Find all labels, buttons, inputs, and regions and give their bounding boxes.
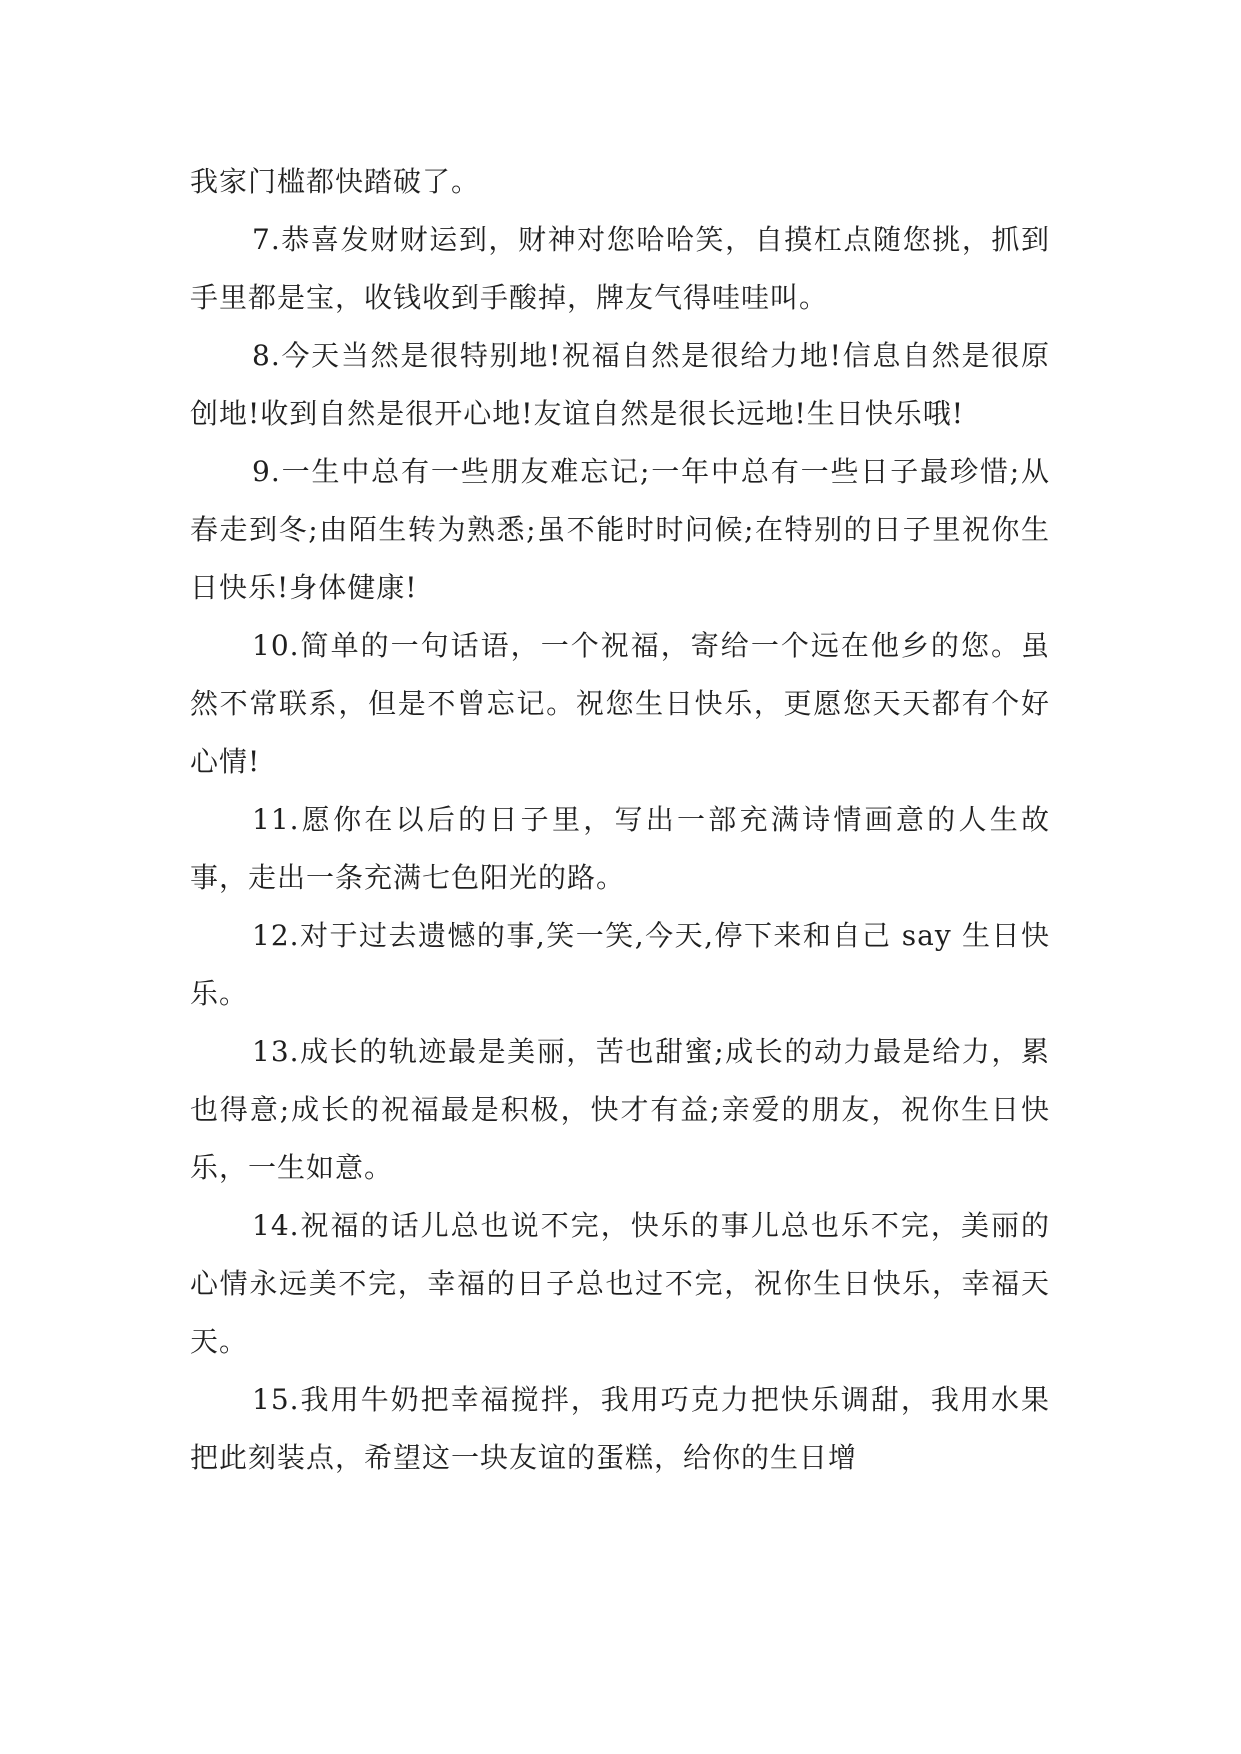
paragraph-continuation: 我家门槛都快踏破了。: [190, 165, 481, 198]
document-page: [190, 153, 1050, 1487]
paragraph-item-12: 12.对于过去遗憾的事,笑一笑,今天,停下来和自己 say 生日快乐。: [190, 919, 1050, 1010]
paragraph-item-8: 8.今天当然是很特别地!祝福自然是很给力地!信息自然是很原创地!收到自然是很开心地!友谊自然是很长远地!生日快乐哦!: [190, 339, 1050, 430]
paragraph-item-11: 11.愿你在以后的日子里，写出一部充满诗情画意的人生故事，走出一条充满七色阳光的路。: [190, 803, 1050, 894]
paragraph-item-14: 14.祝福的话儿总也说不完，快乐的事儿总也乐不完，美丽的心情永远美不完，幸福的日子总也过不完，祝你生日快乐，幸福天天。: [190, 1209, 1050, 1358]
paragraph-item-10: 10.简单的一句话语，一个祝福，寄给一个远在他乡的您。虽然不常联系，但是不曾忘记。祝您生日快乐，更愿您天天都有个好心情!: [190, 629, 1050, 778]
paragraph-item-9: 9.一生中总有一些朋友难忘记;一年中总有一些日子最珍惜;从春走到冬;由陌生转为熟悉;虽不能时时问候;在特别的日子里祝你生日快乐!身体健康!: [190, 455, 1050, 604]
paragraph-item-7: 7.恭喜发财财运到，财神对您哈哈笑，自摸杠点随您挑，抓到手里都是宝，收钱收到手酸掉，牌友气得哇哇叫。: [190, 223, 1050, 314]
paragraph-item-15: 15.我用牛奶把幸福搅拌，我用巧克力把快乐调甜，我用水果把此刻装点，希望这一块友谊的蛋糕，给你的生日增: [190, 1383, 1050, 1474]
paragraph-item-13: 13.成长的轨迹最是美丽，苦也甜蜜;成长的动力最是给力，累也得意;成长的祝福最是积极，快才有益;亲爱的朋友，祝你生日快乐，一生如意。: [190, 1035, 1050, 1184]
